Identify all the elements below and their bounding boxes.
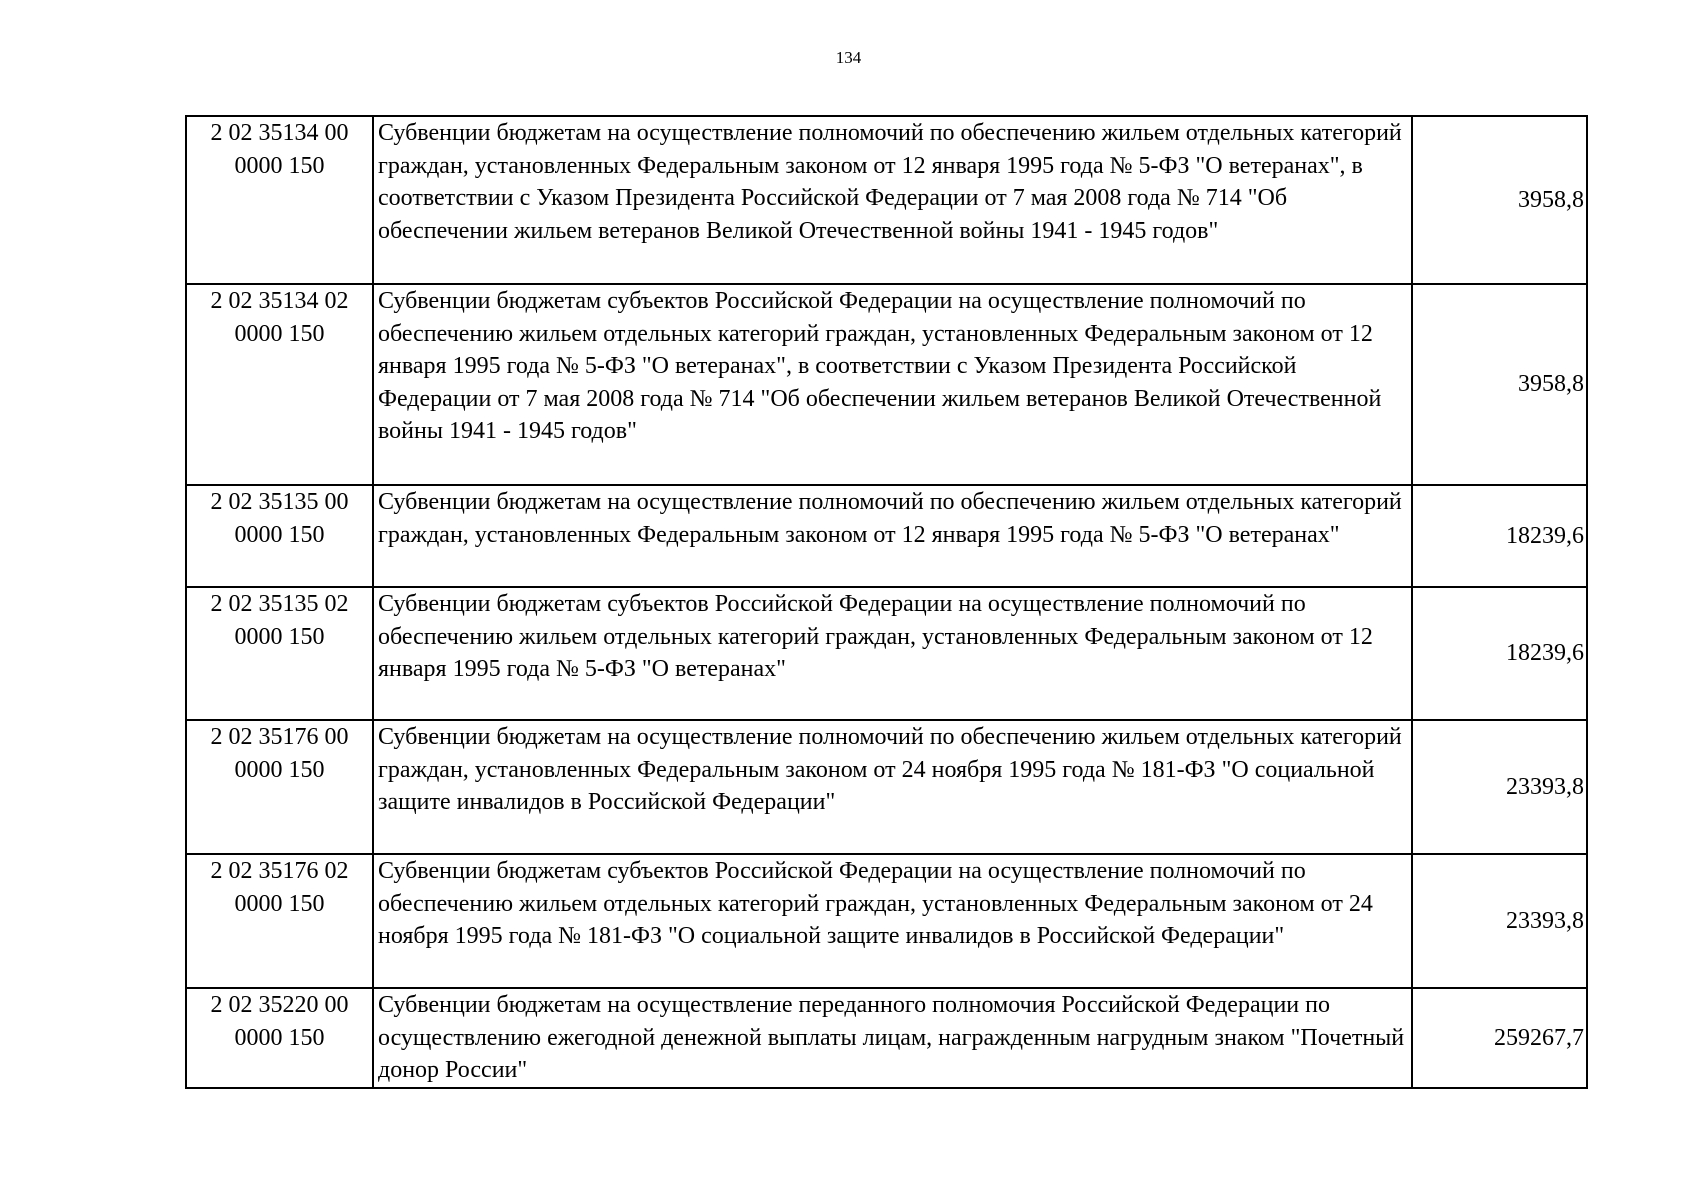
amount-cell: 23393,8 [1412, 854, 1587, 988]
table-row [186, 284, 1587, 485]
description-cell: Субвенции бюджетам субъектов Российской Федерации на осуществление полномочий по обеспечению жильем отдельных категорий граждан, установленных Федеральным законом от 24 ноября 1995 года № 181-ФЗ "О социальной защите инвалидов в Российской Федерации" [373, 854, 1412, 988]
budget-code-cell [186, 854, 373, 988]
budget-code-line: 2 02 35134 02 [210, 288, 349, 314]
amount-cell: 23393,8 [1412, 720, 1587, 854]
amount-cell: 18239,6 [1412, 587, 1587, 720]
table-row [186, 854, 1587, 988]
budget-code-cell [186, 720, 373, 854]
description-cell: Субвенции бюджетам на осуществление полномочий по обеспечению жильем отдельных категорий граждан, установленных Федеральным законом от 24 ноября 1995 года № 181-ФЗ "О социальной защите инвалидов в Российской Федерации" [373, 720, 1412, 854]
budget-code-line: 0000 150 [234, 756, 325, 783]
budget-code-line: 2 02 35134 00 [210, 120, 349, 146]
budget-code-line: 0000 150 [234, 890, 325, 917]
amount-cell: 3958,8 [1412, 284, 1587, 485]
budget-code-line: 0000 150 [234, 152, 325, 179]
budget-code-line: 2 02 35220 00 [210, 992, 349, 1018]
budget-code-cell [186, 587, 373, 720]
table-row [186, 485, 1587, 587]
budget-code-line: 2 02 35176 00 [210, 724, 349, 750]
budget-code-line: 0000 150 [234, 521, 325, 548]
budget-code-cell [186, 116, 373, 284]
description-cell: Субвенции бюджетам на осуществление полномочий по обеспечению жильем отдельных категорий граждан, установленных Федеральным законом от 12 января 1995 года № 5-ФЗ "О ветеранах", в соответствии с Указом Президента Российской Федерации от 7 мая 2008 года № 714 "Об обеспечении жильем ветеранов Великой Отечественной войны 1941 - 1945 годов" [373, 116, 1412, 284]
table-row [186, 720, 1587, 854]
budget-code-line: 0000 150 [234, 320, 325, 347]
budget-code-line: 0000 150 [234, 623, 325, 650]
table-row [186, 116, 1587, 284]
table-row [186, 988, 1587, 1088]
budget-code-line: 2 02 35135 00 [210, 489, 349, 515]
description-cell: Субвенции бюджетам на осуществление переданного полномочия Российской Федерации по осуществлению ежегодной денежной выплаты лицам, награжденным нагрудным знаком "Почетный донор России" [373, 988, 1412, 1088]
amount-cell: 18239,6 [1412, 485, 1587, 587]
table-row [186, 587, 1587, 720]
description-cell: Субвенции бюджетам субъектов Российской Федерации на осуществление полномочий по обеспечению жильем отдельных категорий граждан, установленных Федеральным законом от 12 января 1995 года № 5-ФЗ "О ветеранах", в соответствии с Указом Президента Российской Федерации от 7 мая 2008 года № 714 "Об обеспечении жильем ветеранов Великой Отечественной войны 1941 - 1945 годов" [373, 284, 1412, 485]
budget-code-cell [186, 284, 373, 485]
amount-cell: 3958,8 [1412, 116, 1587, 284]
budget-code-line: 2 02 35176 02 [210, 858, 349, 884]
budget-revenue-table [185, 115, 1588, 1089]
budget-code-line: 2 02 35135 02 [210, 591, 349, 617]
budget-code-cell [186, 988, 373, 1088]
budget-code-cell [186, 485, 373, 587]
page-number: 134 [835, 48, 862, 67]
budget-code-line: 0000 150 [234, 1024, 325, 1051]
description-cell: Субвенции бюджетам субъектов Российской Федерации на осуществление полномочий по обеспечению жильем отдельных категорий граждан, установленных Федеральным законом от 12 января 1995 года № 5-ФЗ "О ветеранах" [373, 587, 1412, 720]
amount-cell: 259267,7 [1412, 988, 1587, 1088]
description-cell: Субвенции бюджетам на осуществление полномочий по обеспечению жильем отдельных категорий граждан, установленных Федеральным законом от 12 января 1995 года № 5-ФЗ "О ветеранах" [373, 485, 1412, 587]
